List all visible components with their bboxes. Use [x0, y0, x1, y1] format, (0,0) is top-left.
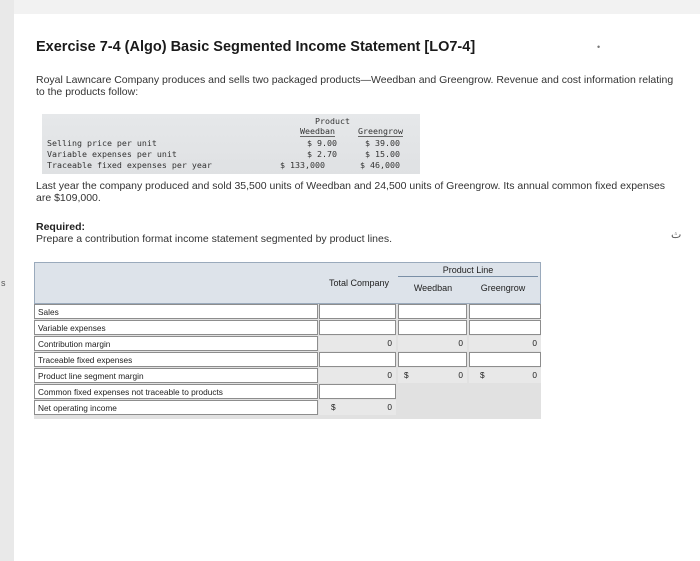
units-paragraph: Last year the company produced and sold 35,500 units of Weedban and 24,500 units of Greengrow. Its annual common fixed expenses are $109,000.: [36, 180, 666, 204]
product-group-header: Product: [315, 116, 350, 126]
income-statement-worksheet: [34, 262, 541, 419]
net-income-currency: $: [331, 402, 336, 412]
row-label: Traceable fixed expenses per year: [47, 160, 212, 170]
row-variable-expenses: [34, 320, 541, 336]
segment-greengrow-value: 0: [532, 370, 537, 380]
row-label: Common fixed expenses not traceable to products: [34, 384, 318, 399]
required-text: Prepare a contribution format income statement segmented by product lines.: [36, 233, 393, 245]
header-divider: [398, 276, 538, 277]
col-weedban: Weedban: [300, 126, 335, 136]
intro-text: Royal Lawncare Company produces and sells two packaged products—Weedban and Greengrow. Revenue and cost information relating to the products follow:: [36, 74, 674, 98]
row-value: $ 39.00: [365, 138, 400, 148]
common-fixed-total-input[interactable]: [319, 384, 396, 399]
contribution-weedban-value: 0: [458, 338, 463, 348]
check-icon: ث: [671, 229, 682, 241]
variable-total-input[interactable]: [319, 320, 396, 335]
row-sales: [34, 304, 541, 320]
row-label: Traceable fixed expenses: [34, 352, 318, 367]
row-value: $ 2.70: [307, 149, 337, 159]
row-label: Net operating income: [34, 400, 318, 415]
row-net-operating-income: [34, 400, 541, 416]
row-label: Product line segment margin: [34, 368, 318, 383]
traceable-weedban-input[interactable]: [398, 352, 467, 367]
segment-weedban-currency: $: [404, 370, 409, 380]
segment-greengrow-currency: $: [480, 370, 485, 380]
header-total-company: Total Company: [328, 278, 390, 288]
sales-total-input[interactable]: [319, 304, 396, 319]
segment-weedban-value: 0: [458, 370, 463, 380]
net-income-total-value: 0: [387, 402, 392, 412]
row-contribution-margin: [34, 336, 541, 352]
header-product-line: Product Line: [442, 265, 494, 275]
row-label: Contribution margin: [34, 336, 318, 351]
row-value: $ 15.00: [365, 149, 400, 159]
row-label: Selling price per unit: [47, 138, 157, 148]
contribution-total-value: 0: [387, 338, 392, 348]
header-greengrow: Greengrow: [480, 283, 526, 293]
product-info-table: [42, 114, 420, 174]
header-weedban: Weedban: [413, 283, 453, 293]
traceable-total-input[interactable]: [319, 352, 396, 367]
sales-weedban-input[interactable]: [398, 304, 467, 319]
gutter-mark: s: [1, 278, 6, 288]
row-common-fixed: [34, 384, 541, 400]
row-label: Sales: [34, 304, 318, 319]
segment-total-value: 0: [387, 370, 392, 380]
required-heading: Required:: [36, 221, 86, 233]
traceable-greengrow-input[interactable]: [469, 352, 541, 367]
sales-greengrow-input[interactable]: [469, 304, 541, 319]
row-label: Variable expenses per unit: [47, 149, 177, 159]
cursor-mark: •: [597, 42, 601, 52]
variable-greengrow-input[interactable]: [469, 320, 541, 335]
contribution-greengrow-value: 0: [532, 338, 537, 348]
row-value: $ 46,000: [360, 160, 400, 170]
col-greengrow: Greengrow: [358, 126, 403, 136]
exercise-title: Exercise 7-4 (Algo) Basic Segmented Income Statement [LO7-4]: [36, 39, 476, 55]
row-value: $ 133,000: [280, 160, 325, 170]
left-gutter: [0, 0, 14, 561]
row-segment-margin: [34, 368, 541, 384]
row-value: $ 9.00: [307, 138, 337, 148]
row-label: Variable expenses: [34, 320, 318, 335]
variable-weedban-input[interactable]: [398, 320, 467, 335]
row-traceable-fixed: [34, 352, 541, 368]
